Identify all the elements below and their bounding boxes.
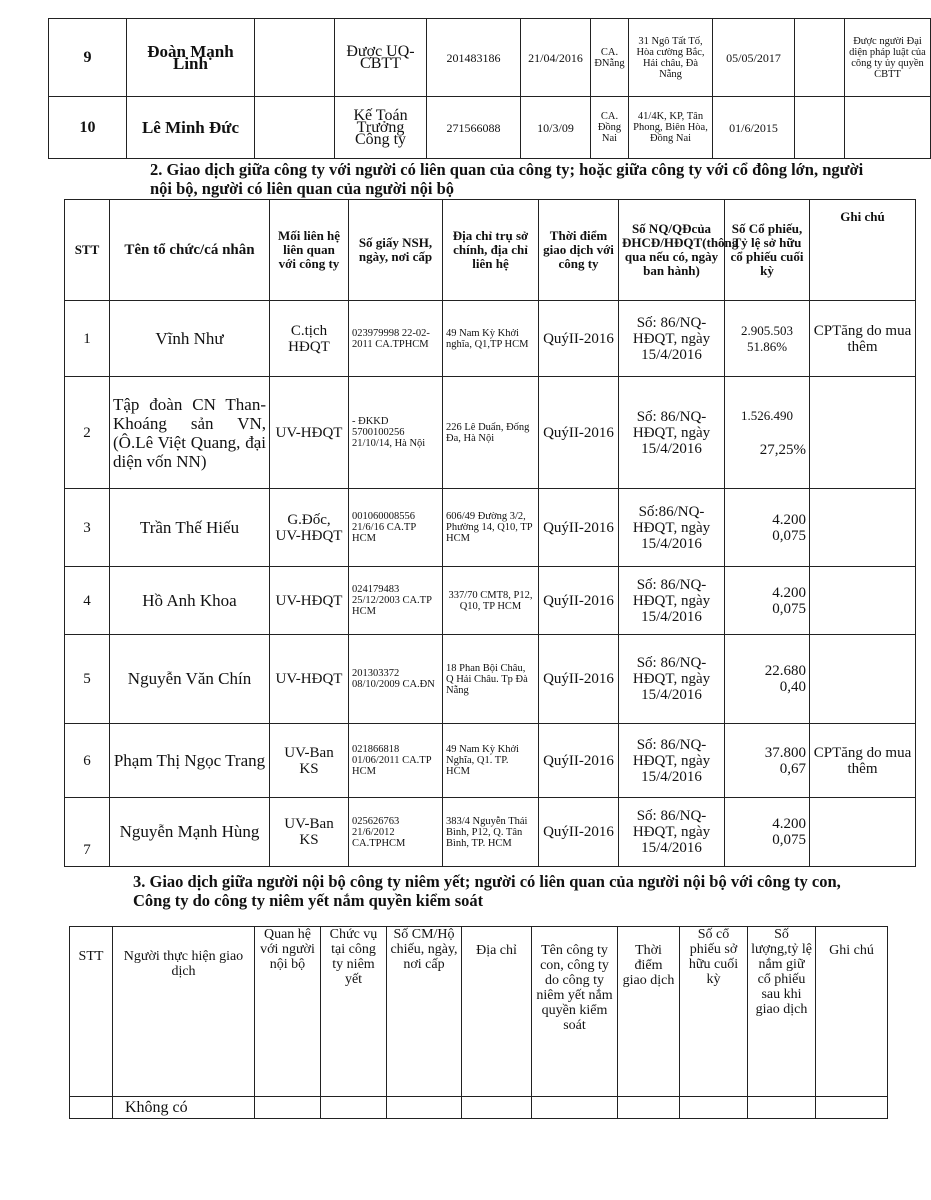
transactions-table bbox=[64, 199, 916, 867]
ownership-ratio: 0,40 bbox=[779, 679, 806, 695]
person-name: Đoàn Mạnh Linh bbox=[127, 19, 255, 97]
header-resolution: Số NQ/QĐcủa ĐHCĐ/HĐQT(thông qua nếu có, ngày ban hành) bbox=[619, 200, 725, 301]
from-date: 05/05/2017 bbox=[713, 19, 795, 97]
address: 49 Nam Kỳ Khởi nghĩa, Q1,TP HCM bbox=[443, 301, 539, 377]
note bbox=[810, 377, 916, 489]
address: 606/49 Đường 3/2, Phường 14, Q10, TP HCM bbox=[443, 489, 539, 567]
issue-date: 10/3/09 bbox=[521, 97, 591, 159]
empty-cell bbox=[70, 1097, 113, 1119]
row-number: 3 bbox=[65, 489, 110, 567]
header-stt: STT bbox=[65, 200, 110, 301]
transaction-time: QuýII-2016 bbox=[539, 567, 619, 635]
address: 383/4 Nguyễn Thái Bình, P12, Q. Tân Bình, TP. HCM bbox=[443, 798, 539, 867]
to-date bbox=[795, 19, 845, 97]
party-name: Nguyễn Mạnh Hùng bbox=[110, 798, 270, 867]
relation: Được UQ-CBTT bbox=[335, 19, 427, 97]
note bbox=[810, 567, 916, 635]
section-2-heading: 2. Giao dịch giữa công ty với người có liên quan của công ty; hoặc giữa công ty với cổ đông lớn, người nội bộ, người có liên quan của người nội bộ bbox=[150, 160, 864, 198]
header-shares-after: Số lượng,tỷ lệ nắm giữ cổ phiếu sau khi giao dịch bbox=[748, 927, 816, 1097]
table-row bbox=[65, 377, 916, 489]
related-persons-table bbox=[48, 18, 931, 159]
nsh-info: 025626763 21/6/2012 CA.TPHCM bbox=[349, 798, 443, 867]
relation: G.Đốc, UV-HĐQT bbox=[270, 489, 349, 567]
shares-cell bbox=[725, 798, 810, 867]
relation: Kế Toán Trưởng Công ty bbox=[335, 97, 427, 159]
party-name: Tập đoàn CN Than-Khoáng sản VN,(Ô.Lê Việt Quang, đại diện vốn NN) bbox=[110, 377, 270, 489]
share-count: 22.680 bbox=[764, 663, 806, 679]
row-number: 9 bbox=[49, 19, 127, 97]
header-time: Thời điểm giao dịch bbox=[618, 927, 680, 1097]
shares-cell bbox=[725, 301, 810, 377]
row-number: 7 bbox=[65, 798, 110, 867]
address: 226 Lê Duẩn, Đống Đa, Hà Nội bbox=[443, 377, 539, 489]
row-number: 1 bbox=[65, 301, 110, 377]
address: 49 Nam Kỳ Khởi Nghĩa, Q1. TP. HCM bbox=[443, 724, 539, 798]
row-number: 5 bbox=[65, 635, 110, 724]
address: 41/4K, KP, Tân Phong, Biên Hòa, Đồng Nai bbox=[629, 97, 713, 159]
header-note: Ghi chú bbox=[810, 200, 916, 301]
none-text: Không có bbox=[113, 1097, 255, 1119]
issue-place: CA. ĐNẵng bbox=[591, 19, 629, 97]
shares-cell bbox=[725, 635, 810, 724]
ownership-ratio: 0,67 bbox=[779, 760, 806, 777]
header-subsidiary: Tên công ty con, công ty do công ty niêm yết nắm quyền kiểm soát bbox=[532, 927, 618, 1097]
row-number: 2 bbox=[65, 377, 110, 489]
empty-cell bbox=[680, 1097, 748, 1119]
ownership-ratio: 51.86% bbox=[746, 338, 788, 354]
note bbox=[845, 97, 931, 159]
relation: UV-Ban KS bbox=[270, 724, 349, 798]
share-count: 4.200 bbox=[772, 584, 806, 601]
header-name: Tên tổ chức/cá nhân bbox=[110, 200, 270, 301]
empty-cell bbox=[748, 1097, 816, 1119]
header-row bbox=[65, 200, 916, 301]
empty-cell bbox=[255, 19, 335, 97]
header-shares-end: Số cổ phiếu sở hữu cuối kỳ bbox=[680, 927, 748, 1097]
address: 31 Ngô Tất Tố, Hòa cường Bắc, Hải châu, Đà Nẵng bbox=[629, 19, 713, 97]
resolution: Số: 86/NQ-HĐQT, ngày 15/4/2016 bbox=[619, 377, 725, 489]
shares-cell bbox=[725, 724, 810, 798]
relation: UV-HĐQT bbox=[270, 635, 349, 724]
header-position: Chức vụ tại công ty niêm yết bbox=[321, 927, 387, 1097]
empty-cell bbox=[387, 1097, 462, 1119]
share-count: 1.526.490 bbox=[741, 407, 793, 423]
row-number: 4 bbox=[65, 567, 110, 635]
id-number: 201483186 bbox=[427, 19, 521, 97]
resolution: Số:86/NQ-HĐQT, ngày 15/4/2016 bbox=[619, 489, 725, 567]
id-number: 271566088 bbox=[427, 97, 521, 159]
empty-cell bbox=[321, 1097, 387, 1119]
header-row bbox=[70, 927, 888, 1097]
ownership-ratio: 0,075 bbox=[772, 527, 806, 544]
header-id: Số CM/Hộ chiếu, ngày, nơi cấp bbox=[387, 927, 462, 1097]
transaction-time: QuýII-2016 bbox=[539, 301, 619, 377]
header-shares: Số Cổ phiếu, Tỷ lệ sở hữu cổ phiếu cuối kỳ bbox=[725, 200, 810, 301]
party-name: Phạm Thị Ngọc Trang bbox=[110, 724, 270, 798]
transaction-time: QuýII-2016 bbox=[539, 489, 619, 567]
resolution: Số: 86/NQ-HĐQT, ngày 15/4/2016 bbox=[619, 567, 725, 635]
empty-cell bbox=[532, 1097, 618, 1119]
empty-cell bbox=[255, 97, 335, 159]
empty-cell bbox=[816, 1097, 888, 1119]
table-row bbox=[49, 19, 931, 97]
note: Được người Đại diện pháp luật của công ty ủy quyền CBTT bbox=[845, 19, 931, 97]
resolution: Số: 86/NQ-HĐQT, ngày 15/4/2016 bbox=[619, 724, 725, 798]
table-row bbox=[65, 489, 916, 567]
nsh-info: 001060008556 21/6/16 CA.TP HCM bbox=[349, 489, 443, 567]
party-name: Nguyễn Văn Chín bbox=[110, 635, 270, 724]
header-nsh: Số giấy NSH, ngày, nơi cấp bbox=[349, 200, 443, 301]
transaction-time: QuýII-2016 bbox=[539, 798, 619, 867]
header-relation: Mối liên hệ liên quan với công ty bbox=[270, 200, 349, 301]
shares-cell bbox=[725, 567, 810, 635]
section-3-heading: 3. Giao dịch giữa người nội bộ công ty niêm yết; người có liên quan của người nội bộ với công ty con, Công ty do công ty niêm yết nắm quyền kiểm soát bbox=[133, 872, 841, 910]
nsh-info: 023979998 22-02-2011 CA.TPHCM bbox=[349, 301, 443, 377]
share-count: 4.200 bbox=[772, 511, 806, 528]
relation: UV-HĐQT bbox=[270, 567, 349, 635]
shares-cell bbox=[725, 489, 810, 567]
note: CPTăng do mua thêm bbox=[810, 301, 916, 377]
person-name: Lê Minh Đức bbox=[127, 97, 255, 159]
issue-place: CA. Đồng Nai bbox=[591, 97, 629, 159]
subsidiary-transactions-table bbox=[69, 926, 888, 1119]
header-person: Người thực hiện giao dịch bbox=[113, 927, 255, 1097]
address: 337/70 CMT8, P12, Q10, TP HCM bbox=[443, 567, 539, 635]
ownership-ratio: 0,075 bbox=[772, 832, 806, 848]
empty-cell bbox=[462, 1097, 532, 1119]
ownership-ratio: 0,075 bbox=[772, 600, 806, 617]
nsh-info: 024179483 25/12/2003 CA.TP HCM bbox=[349, 567, 443, 635]
relation: UV-Ban KS bbox=[270, 798, 349, 867]
table-row bbox=[49, 97, 931, 159]
nsh-info: - ĐKKD 5700100256 21/10/14, Hà Nội bbox=[349, 377, 443, 489]
share-count: 37.800 bbox=[764, 744, 806, 761]
table-row bbox=[65, 798, 916, 867]
shares-cell bbox=[725, 377, 810, 489]
table-row bbox=[70, 1097, 888, 1119]
note bbox=[810, 489, 916, 567]
party-name: Hồ Anh Khoa bbox=[110, 567, 270, 635]
relation: C.tịch HĐQT bbox=[270, 301, 349, 377]
resolution: Số: 86/NQ-HĐQT, ngày 15/4/2016 bbox=[619, 798, 725, 867]
nsh-info: 021866818 01/06/2011 CA.TP HCM bbox=[349, 724, 443, 798]
row-number: 10 bbox=[49, 97, 127, 159]
from-date: 01/6/2015 bbox=[713, 97, 795, 159]
note bbox=[810, 635, 916, 724]
table-row bbox=[65, 301, 916, 377]
row-number: 6 bbox=[65, 724, 110, 798]
header-note: Ghi chú bbox=[816, 927, 888, 1097]
address: 18 Phan Bội Châu, Q Hải Châu. Tp Đà Nẵng bbox=[443, 635, 539, 724]
party-name: Vĩnh Như bbox=[110, 301, 270, 377]
share-count: 2.905.503 bbox=[741, 322, 793, 338]
header-address: Địa chỉ trụ sở chính, địa chỉ liên hệ bbox=[443, 200, 539, 301]
to-date bbox=[795, 97, 845, 159]
table-row bbox=[65, 635, 916, 724]
header-relation: Quan hệ với người nội bộ bbox=[255, 927, 321, 1097]
table-row bbox=[65, 567, 916, 635]
transaction-time: QuýII-2016 bbox=[539, 635, 619, 724]
transaction-time: QuýII-2016 bbox=[539, 377, 619, 489]
ownership-ratio: 27,25% bbox=[759, 441, 806, 458]
relation: UV-HĐQT bbox=[270, 377, 349, 489]
nsh-info: 201303372 08/10/2009 CA.ĐN bbox=[349, 635, 443, 724]
party-name: Trần Thế Hiếu bbox=[110, 489, 270, 567]
header-address: Địa chỉ bbox=[462, 927, 532, 1097]
header-time: Thời điểm giao dịch với công ty bbox=[539, 200, 619, 301]
transaction-time: QuýII-2016 bbox=[539, 724, 619, 798]
note: CPTăng do mua thêm bbox=[810, 724, 916, 798]
table-row bbox=[65, 724, 916, 798]
resolution: Số: 86/NQ-HĐQT, ngày 15/4/2016 bbox=[619, 635, 725, 724]
share-count: 4.200 bbox=[772, 816, 806, 832]
issue-date: 21/04/2016 bbox=[521, 19, 591, 97]
empty-cell bbox=[618, 1097, 680, 1119]
empty-cell bbox=[255, 1097, 321, 1119]
note bbox=[810, 798, 916, 867]
resolution: Số: 86/NQ-HĐQT, ngày 15/4/2016 bbox=[619, 301, 725, 377]
header-stt: STT bbox=[70, 927, 113, 1097]
